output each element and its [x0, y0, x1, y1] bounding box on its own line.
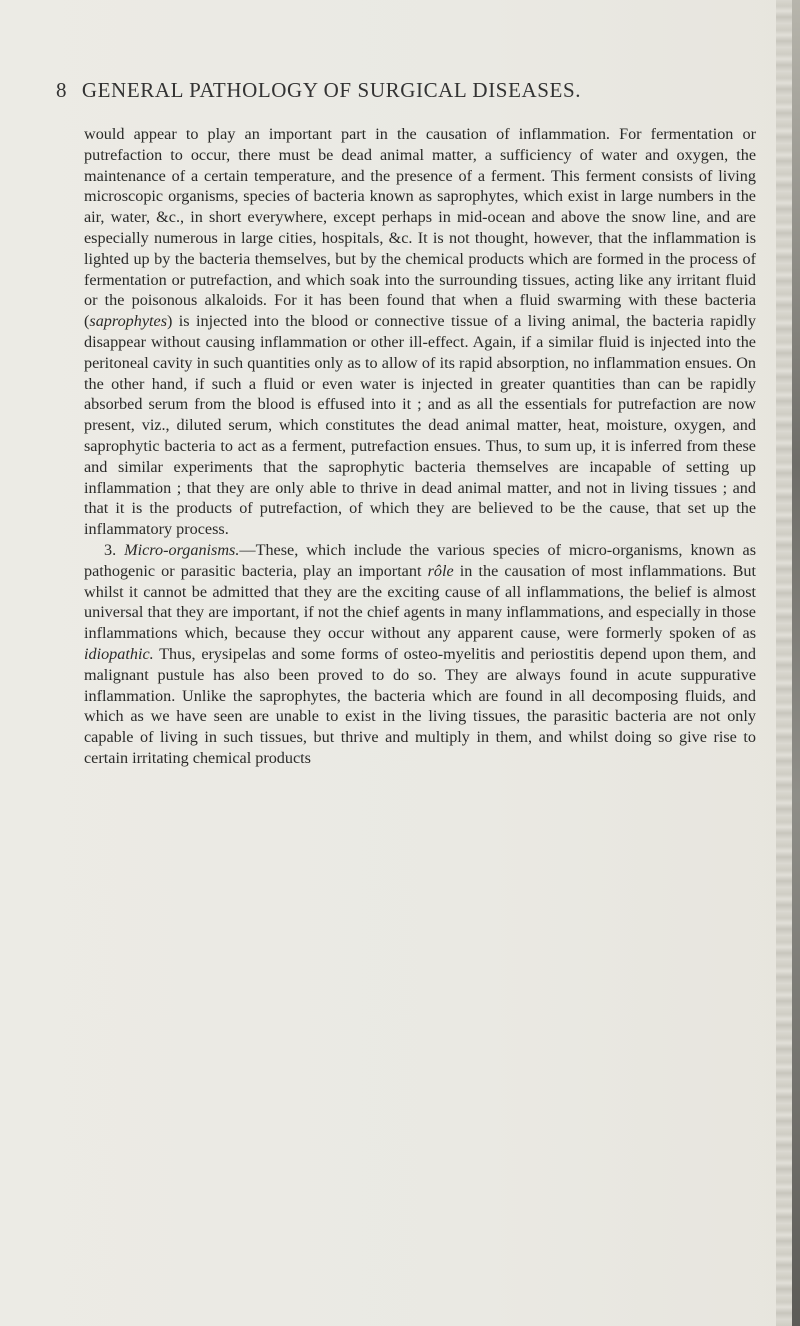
italic-term: rôle [427, 561, 454, 580]
section-number: 3. [104, 540, 117, 559]
text-run: —These, which include the various species of micro-organisms, known as pathogenic or parasitic bacteria, play an important [84, 540, 756, 580]
paragraph-micro-organisms [84, 540, 756, 769]
binding-edge [792, 0, 800, 1326]
running-header [56, 78, 756, 103]
text-run: in the causation of most inflammations. But whilst it cannot be admitted that they are the exciting cause of all inflammations, the belief is almost universal that they are important, if not the chief agents in many inflammations, and especially in those inflammations which, because they occur without any apparent cause, were formerly spoken of as [84, 561, 756, 643]
italic-term: saprophytes [89, 312, 168, 331]
body-text [84, 124, 756, 769]
paragraph-fermentation [84, 124, 756, 540]
section-heading: Micro-organisms. [124, 540, 240, 559]
page-number: 8 [56, 78, 68, 102]
italic-term: idiopathic. [84, 644, 154, 663]
text-run: ) is injected into the blood or connective tissue of a living animal, the bacteria rapidly disappear without causing inflammation or other ill-effect. Again, if a similar fluid is injected into the peritoneal cavity in such quantities only as to allow of its rapid absorption, no inflammation ensues. On the other hand, if such a fluid or even water is injected in greater quantities than can be rapidly absorbed serum from the blood is effused into it ; and as all the essentials for putrefaction are now present, viz., diluted serum, which constitutes the dead animal matter, heat, moisture, oxygen, and saprophytic bacteria to act as a ferment, putrefaction ensues. Thus, to sum up, it is inferred from these and similar experiments that the saprophytic bacteria themselves are incapable of setting up inflammation ; that they are only able to thrive in dead animal matter, and not in living tissues ; and that it is the products of putrefaction, of which they are believed to be the cause, that set up the inflammatory process. [84, 312, 756, 539]
text-run: would appear to play an important part in the causation of inflammation. For fermentation or putrefaction to occur, there must be dead animal matter, a sufficiency of water and oxygen, the maintenance of a certain temperature, and the presence of a ferment. This ferment consists of living microscopic organisms, species of bacteria known as saprophytes, which exist in large numbers in the air, water, &c., in short everywhere, except perhaps in mid-ocean and above the snow line, and are especially numerous in large cities, hospitals, &c. It is not thought, however, that the inflammation is lighted up by the bacteria themselves, but by the chemical products which are formed in the process of fermentation or putrefaction, and which soak into the surrounding tissues, acting like any irritant fluid or the poisonous alkaloids. For it has been found that when a fluid swarming with these bacteria ( [84, 125, 756, 331]
text-run: Thus, erysipelas and some forms of osteo-myelitis and periostitis depend upon them, and malignant pustule has also been proved to do so. They are always found in acute suppurative inflammation. Unlike the saprophytes, the bacteria which are found in all decomposing fluids, and which as we have seen are unable to exist in the living tissues, the parasitic bacteria are not only capable of living in such tissues, but thrive and multiply in them, and whilst doing so give rise to certain irritating chemical products [84, 644, 756, 767]
running-title: GENERAL PATHOLOGY OF SURGICAL DISEASES. [81, 78, 582, 102]
